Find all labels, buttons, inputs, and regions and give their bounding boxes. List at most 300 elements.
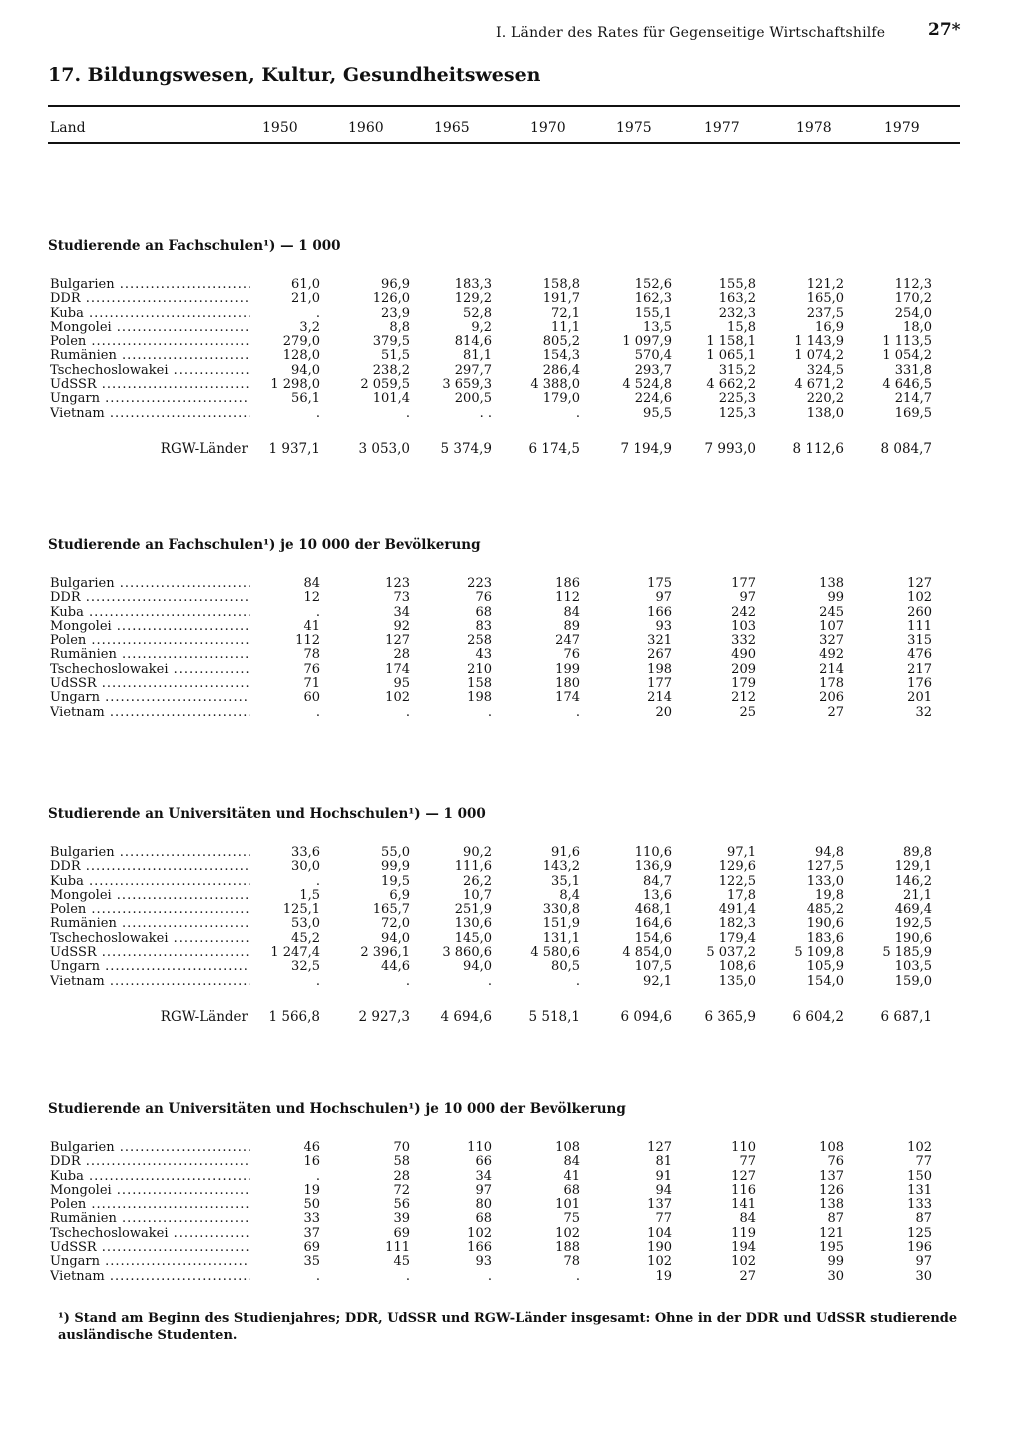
table-cell: 76 xyxy=(475,590,492,606)
table-cell: 99,9 xyxy=(381,859,410,875)
row-label: DDR ..... xyxy=(50,860,250,874)
table-cell: 179,0 xyxy=(542,391,580,407)
table-cell: 133 xyxy=(907,1197,932,1213)
table-cell: 95,5 xyxy=(643,405,672,421)
total-cell: 3 053,0 xyxy=(358,441,410,457)
table-cell: 179,4 xyxy=(718,930,756,946)
table-cell: 102 xyxy=(731,1254,756,1270)
table-row xyxy=(48,1170,960,1184)
table-row xyxy=(48,975,960,989)
table-row xyxy=(48,364,960,378)
table-cell: 101,4 xyxy=(372,391,410,407)
table-cell: 126,0 xyxy=(372,291,410,307)
table-cell: 84 xyxy=(739,1211,756,1227)
table-cell: 223 xyxy=(467,576,492,591)
table-cell: 206 xyxy=(819,690,844,706)
column-header-1965: 1965 xyxy=(434,120,470,136)
total-cell: 6 365,9 xyxy=(704,1009,756,1025)
table-cell: 150 xyxy=(907,1168,932,1184)
table-cell: 97,1 xyxy=(727,845,756,860)
section-title: Studierende an Fachschulen¹) je 10 000 der Bevölkerung xyxy=(48,537,481,553)
table-row xyxy=(48,889,960,903)
table-cell: 183,6 xyxy=(806,930,844,946)
table-cell: 133,0 xyxy=(806,873,844,889)
row-label: Rumänien ..... xyxy=(50,917,250,931)
table-cell: 209 xyxy=(731,661,756,677)
table-cell: 97 xyxy=(655,590,672,606)
table-cell: 332 xyxy=(731,633,756,649)
table-cell: 111,6 xyxy=(454,859,492,875)
table-cell: . xyxy=(315,604,320,620)
section-title: Studierende an Universitäten und Hochschulen¹) — 1 000 xyxy=(48,806,486,822)
table-cell: 191,7 xyxy=(542,291,580,307)
table-cell: 279,0 xyxy=(282,334,320,350)
table-cell: 297,7 xyxy=(454,362,492,378)
total-row xyxy=(48,1009,960,1025)
table-cell: 56,1 xyxy=(291,391,320,407)
table-cell: 166 xyxy=(647,604,672,620)
table-cell: 80 xyxy=(475,1197,492,1213)
table-cell: 5 037,2 xyxy=(706,945,756,961)
table-cell: 90,2 xyxy=(463,845,492,860)
table-row xyxy=(48,1141,960,1155)
table-row xyxy=(48,407,960,421)
table-cell: 137 xyxy=(819,1168,844,1184)
table-cell: 4 388,0 xyxy=(530,377,580,393)
table-cell: 165,7 xyxy=(372,902,410,918)
table-cell: 210 xyxy=(467,661,492,677)
table-cell: 76 xyxy=(827,1154,844,1170)
column-header-1950: 1950 xyxy=(262,120,298,136)
total-cell: 7 194,9 xyxy=(620,441,672,457)
page-title: 17. Bildungswesen, Kultur, Gesundheitswesen xyxy=(48,64,541,86)
table-cell: . . xyxy=(479,405,492,421)
table-cell: 60 xyxy=(303,690,320,706)
table-cell: 315 xyxy=(907,633,932,649)
table-cell: 123 xyxy=(385,576,410,591)
table-cell: 19,8 xyxy=(815,887,844,903)
table-cell: 18,0 xyxy=(903,319,932,335)
row-label: Kuba ..... xyxy=(50,307,250,321)
table-cell: 188 xyxy=(555,1240,580,1256)
table-cell: 80,5 xyxy=(551,959,580,975)
table-cell: 76 xyxy=(563,647,580,663)
table-cell: 321 xyxy=(647,633,672,649)
row-label: Vietnam ..... xyxy=(50,975,250,989)
table-cell: 108 xyxy=(819,1140,844,1155)
table-cell: 151,9 xyxy=(542,916,580,932)
row-label: Mongolei ..... xyxy=(50,321,250,335)
table-cell: 491,4 xyxy=(718,902,756,918)
table-row xyxy=(48,634,960,648)
table-row xyxy=(48,321,960,335)
table-cell: 242 xyxy=(731,604,756,620)
table-cell: 4 671,2 xyxy=(794,377,844,393)
table-cell: 108,6 xyxy=(718,959,756,975)
table-cell: 127,5 xyxy=(806,859,844,875)
table-cell: 107,5 xyxy=(634,959,672,975)
table-row xyxy=(48,860,960,874)
table-row xyxy=(48,620,960,634)
table-cell: 83 xyxy=(475,618,492,634)
table-cell: 97 xyxy=(915,1254,932,1270)
table-cell: 30 xyxy=(915,1268,932,1284)
table-row xyxy=(48,648,960,662)
table-cell: 45 xyxy=(393,1254,410,1270)
table-cell: 232,3 xyxy=(718,305,756,321)
table-cell: 186 xyxy=(555,576,580,591)
table-cell: 138 xyxy=(819,576,844,591)
table-cell: 39 xyxy=(393,1211,410,1227)
table-cell: 4 854,0 xyxy=(622,945,672,961)
table-cell: 166 xyxy=(467,1240,492,1256)
table-cell: 58 xyxy=(393,1154,410,1170)
table-cell: 214 xyxy=(647,690,672,706)
table-cell: 89,8 xyxy=(903,845,932,860)
table-cell: 84 xyxy=(563,604,580,620)
row-label: UdSSR ..... xyxy=(50,677,250,691)
row-label: Polen ..... xyxy=(50,335,250,349)
table-row xyxy=(48,875,960,889)
table-cell: 6,9 xyxy=(389,887,410,903)
table-row xyxy=(48,1241,960,1255)
table-cell: 805,2 xyxy=(542,334,580,350)
table-cell: 32 xyxy=(915,704,932,720)
table-cell: 23,9 xyxy=(381,305,410,321)
table-cell: 135,0 xyxy=(718,973,756,989)
table-cell: 10,7 xyxy=(463,887,492,903)
column-header-1978: 1978 xyxy=(796,120,832,136)
table-cell: 43 xyxy=(475,647,492,663)
table-row xyxy=(48,663,960,677)
row-label: Bulgarien ..... xyxy=(50,278,250,292)
table-cell: . xyxy=(575,704,580,720)
table-cell: 128,0 xyxy=(282,348,320,364)
table-cell: 324,5 xyxy=(806,362,844,378)
table-cell: 238,2 xyxy=(372,362,410,378)
table-cell: 17,8 xyxy=(727,887,756,903)
table-cell: 34 xyxy=(475,1168,492,1184)
section-title: Studierende an Fachschulen¹) — 1 000 xyxy=(48,238,341,254)
table-cell: 190 xyxy=(647,1240,672,1256)
table-cell: 4 524,8 xyxy=(622,377,672,393)
table-cell: 72,0 xyxy=(381,916,410,932)
table-row xyxy=(48,677,960,691)
table-cell: 94,8 xyxy=(815,845,844,860)
table-cell: 13,5 xyxy=(643,319,672,335)
table-cell: 96,9 xyxy=(381,277,410,292)
table-cell: 174 xyxy=(385,661,410,677)
table-cell: 102 xyxy=(555,1225,580,1241)
table-cell: 41 xyxy=(563,1168,580,1184)
table-cell: 103 xyxy=(731,618,756,634)
table-cell: 127 xyxy=(907,576,932,591)
table-cell: 217 xyxy=(907,661,932,677)
table-cell: 245 xyxy=(819,604,844,620)
table-cell: 122,5 xyxy=(718,873,756,889)
table-cell: 131,1 xyxy=(542,930,580,946)
table-cell: 286,4 xyxy=(542,362,580,378)
table-cell: 41 xyxy=(303,618,320,634)
table-cell: 25 xyxy=(739,704,756,720)
table-cell: 19 xyxy=(655,1268,672,1284)
table-cell: 50 xyxy=(303,1197,320,1213)
table-cell: 56 xyxy=(393,1197,410,1213)
table-row xyxy=(48,846,960,860)
row-label: Bulgarien ..... xyxy=(50,1141,250,1155)
table-cell: 45,2 xyxy=(291,930,320,946)
table-cell: 92,1 xyxy=(643,973,672,989)
table-row xyxy=(48,1198,960,1212)
table-cell: . xyxy=(575,1268,580,1284)
table-cell: 492 xyxy=(819,647,844,663)
table-cell: 110 xyxy=(731,1140,756,1155)
table-cell: 19,5 xyxy=(381,873,410,889)
row-label: DDR ..... xyxy=(50,591,250,605)
table-cell: 21,0 xyxy=(291,291,320,307)
table-cell: 158 xyxy=(467,676,492,692)
table-cell: 145,0 xyxy=(454,930,492,946)
table-cell: 32,5 xyxy=(291,959,320,975)
table-cell: 92 xyxy=(393,618,410,634)
table-cell: 9,2 xyxy=(471,319,492,335)
table-cell: 129,2 xyxy=(454,291,492,307)
table-cell: 490 xyxy=(731,647,756,663)
footnote: ¹) Stand am Beginn des Studienjahres; DDR, UdSSR und RGW-Länder insgesamt: Ohne in der DDR und UdSSR studierende ausländische Studenten. xyxy=(58,1311,958,1343)
table-cell: 220,2 xyxy=(806,391,844,407)
table-row xyxy=(48,378,960,392)
column-header-1960: 1960 xyxy=(348,120,384,136)
column-header-1975: 1975 xyxy=(616,120,652,136)
table-cell: 127 xyxy=(385,633,410,649)
table-cell: 78 xyxy=(563,1254,580,1270)
table-cell: 11,1 xyxy=(551,319,580,335)
table-cell: 165,0 xyxy=(806,291,844,307)
total-cell: 7 993,0 xyxy=(704,441,756,457)
table-cell: 121 xyxy=(819,1225,844,1241)
table-cell: 4 646,5 xyxy=(882,377,932,393)
table-cell: 127 xyxy=(647,1140,672,1155)
table-cell: 87 xyxy=(915,1211,932,1227)
table-cell: 26,2 xyxy=(463,873,492,889)
table-cell: 91 xyxy=(655,1168,672,1184)
total-label: RGW-Länder xyxy=(160,1009,248,1025)
table-cell: 30,0 xyxy=(291,859,320,875)
row-label: Tschechoslowakei ..... xyxy=(50,1227,250,1241)
table-cell: 260 xyxy=(907,604,932,620)
table-cell: 331,8 xyxy=(894,362,932,378)
table-cell: 1 054,2 xyxy=(882,348,932,364)
table-cell: 158,8 xyxy=(542,277,580,292)
table-cell: 52,8 xyxy=(463,305,492,321)
row-label: Rumänien ..... xyxy=(50,1212,250,1226)
table-cell: 152,6 xyxy=(634,277,672,292)
table-cell: 196 xyxy=(907,1240,932,1256)
row-label: Mongolei ..... xyxy=(50,620,250,634)
table-cell: 212 xyxy=(731,690,756,706)
table-cell: . xyxy=(315,1168,320,1184)
table-cell: 143,2 xyxy=(542,859,580,875)
table-row xyxy=(48,903,960,917)
table-cell: 16 xyxy=(303,1154,320,1170)
table-cell: . xyxy=(405,973,410,989)
table-cell: 162,3 xyxy=(634,291,672,307)
running-head: I. Länder des Rates für Gegenseitige Wirtschaftshilfe xyxy=(496,25,886,41)
table-cell: 1,5 xyxy=(299,887,320,903)
table-cell: 129,1 xyxy=(894,859,932,875)
row-label: Ungarn ..... xyxy=(50,960,250,974)
table-row xyxy=(48,1270,960,1284)
table-row xyxy=(48,917,960,931)
table-cell: 34 xyxy=(393,604,410,620)
table-cell: . xyxy=(575,405,580,421)
table-cell: 55,0 xyxy=(381,845,410,860)
table-cell: 130,6 xyxy=(454,916,492,932)
row-label: Vietnam ..... xyxy=(50,407,250,421)
table-row xyxy=(48,392,960,406)
table-cell: 190,6 xyxy=(894,930,932,946)
table-cell: 97 xyxy=(475,1182,492,1198)
table-cell: 200,5 xyxy=(454,391,492,407)
table-cell: 110 xyxy=(467,1140,492,1155)
total-cell: 8 112,6 xyxy=(792,441,844,457)
total-cell: 6 687,1 xyxy=(880,1009,932,1025)
table-cell: 112,3 xyxy=(894,277,932,292)
table-cell: 107 xyxy=(819,618,844,634)
table-row xyxy=(48,1255,960,1269)
table-cell: 190,6 xyxy=(806,916,844,932)
table-cell: 94,0 xyxy=(291,362,320,378)
table-cell: 194 xyxy=(731,1240,756,1256)
total-cell: 5 374,9 xyxy=(440,441,492,457)
table-cell: 570,4 xyxy=(634,348,672,364)
table-cell: 70 xyxy=(393,1140,410,1155)
row-label: Tschechoslowakei ..... xyxy=(50,932,250,946)
table-cell: 8,8 xyxy=(389,319,410,335)
table-cell: . xyxy=(315,1268,320,1284)
table-cell: 102 xyxy=(907,1140,932,1155)
total-cell: 5 518,1 xyxy=(528,1009,580,1025)
total-row xyxy=(48,441,960,457)
table-cell: 131 xyxy=(907,1182,932,1198)
table-cell: 72 xyxy=(393,1182,410,1198)
total-cell: 8 084,7 xyxy=(880,441,932,457)
page-number: 27* xyxy=(928,20,961,40)
table-cell: 30 xyxy=(827,1268,844,1284)
table-cell: 199 xyxy=(555,661,580,677)
table-cell: 111 xyxy=(385,1240,410,1256)
table-cell: 183,3 xyxy=(454,277,492,292)
table-cell: 179 xyxy=(731,676,756,692)
table-cell: 121,2 xyxy=(806,277,844,292)
table-cell: 111 xyxy=(907,618,932,634)
table-cell: . xyxy=(405,704,410,720)
table-cell: 69 xyxy=(303,1240,320,1256)
table-cell: 97 xyxy=(739,590,756,606)
table-cell: 177 xyxy=(731,576,756,591)
table-cell: 69 xyxy=(393,1225,410,1241)
table-cell: 155,1 xyxy=(634,305,672,321)
table-cell: 119 xyxy=(731,1225,756,1241)
table-cell: 116 xyxy=(731,1182,756,1198)
table-cell: 192,5 xyxy=(894,916,932,932)
row-label: Polen ..... xyxy=(50,634,250,648)
table-row xyxy=(48,335,960,349)
table-cell: 3 659,3 xyxy=(442,377,492,393)
table-cell: 76 xyxy=(303,661,320,677)
row-label: Polen ..... xyxy=(50,903,250,917)
table-cell: 27 xyxy=(827,704,844,720)
table-cell: 126 xyxy=(819,1182,844,1198)
table-cell: 125 xyxy=(907,1225,932,1241)
table-cell: 137 xyxy=(647,1197,672,1213)
table-cell: 468,1 xyxy=(634,902,672,918)
table-cell: 178 xyxy=(819,676,844,692)
table-row xyxy=(48,960,960,974)
table-cell: 154,6 xyxy=(634,930,672,946)
table-cell: 476 xyxy=(907,647,932,663)
total-cell: 6 174,5 xyxy=(528,441,580,457)
header-bottom-rule xyxy=(48,142,960,144)
table-cell: 84,7 xyxy=(643,873,672,889)
table-cell: 4 662,2 xyxy=(706,377,756,393)
table-cell: . xyxy=(315,704,320,720)
column-header-row xyxy=(48,116,960,140)
table-cell: 125,3 xyxy=(718,405,756,421)
table-cell: . xyxy=(405,1268,410,1284)
total-cell: 1 937,1 xyxy=(268,441,320,457)
table-cell: 170,2 xyxy=(894,291,932,307)
table-cell: 169,5 xyxy=(894,405,932,421)
table-cell: 180 xyxy=(555,676,580,692)
table-cell: 105,9 xyxy=(806,959,844,975)
table-cell: 89 xyxy=(563,618,580,634)
table-cell: 129,6 xyxy=(718,859,756,875)
table-cell: 485,2 xyxy=(806,902,844,918)
table-cell: . xyxy=(315,305,320,321)
table-cell: 53,0 xyxy=(291,916,320,932)
table-cell: 102 xyxy=(647,1254,672,1270)
table-cell: 175 xyxy=(647,576,672,591)
total-label: RGW-Länder xyxy=(160,441,248,457)
row-label: Tschechoslowakei ..... xyxy=(50,364,250,378)
table-cell: 125,1 xyxy=(282,902,320,918)
table-cell: 102 xyxy=(385,690,410,706)
table-cell: 254,0 xyxy=(894,305,932,321)
table-cell: 68 xyxy=(475,1211,492,1227)
table-row xyxy=(48,1227,960,1241)
table-cell: . xyxy=(487,1268,492,1284)
table-cell: 77 xyxy=(655,1211,672,1227)
table-cell: 267 xyxy=(647,647,672,663)
table-cell: 1 143,9 xyxy=(794,334,844,350)
table-cell: 101 xyxy=(555,1197,580,1213)
row-label: Kuba ..... xyxy=(50,1170,250,1184)
table-cell: 103,5 xyxy=(894,959,932,975)
table-cell: 21,1 xyxy=(903,887,932,903)
table-row xyxy=(48,706,960,720)
row-label: Bulgarien ..... xyxy=(50,846,250,860)
table-cell: . xyxy=(315,873,320,889)
table-cell: 102 xyxy=(467,1225,492,1241)
table-cell: 138 xyxy=(819,1197,844,1213)
table-cell: 198 xyxy=(467,690,492,706)
table-cell: 68 xyxy=(563,1182,580,1198)
table-cell: 73 xyxy=(393,590,410,606)
table-row xyxy=(48,307,960,321)
table-cell: 13,6 xyxy=(643,887,672,903)
row-label: UdSSR ..... xyxy=(50,1241,250,1255)
